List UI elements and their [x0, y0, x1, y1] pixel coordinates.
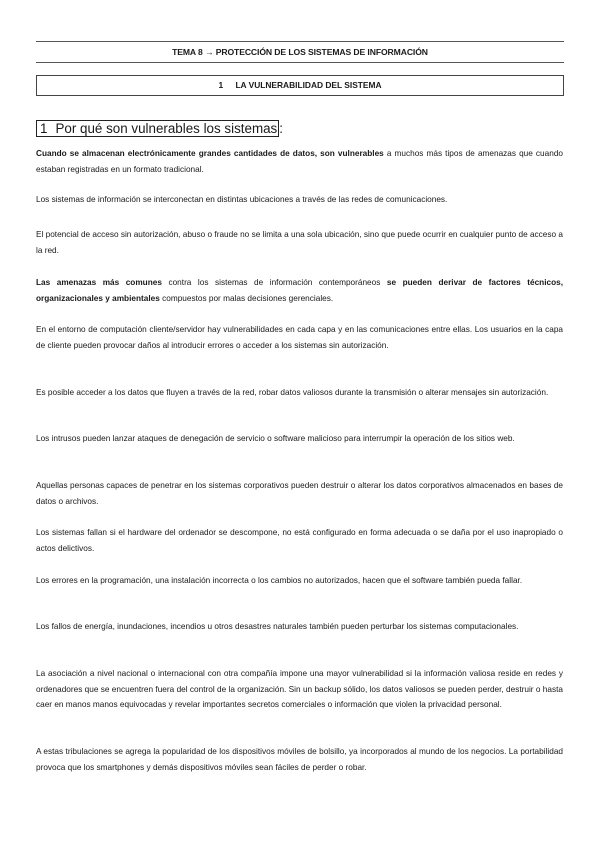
paragraph-11: Los fallos de energía, inundaciones, incendios u otros desastres naturales también pueden perturbar los sistemas computacionales. — [36, 622, 519, 631]
paragraph-4 — [36, 275, 563, 306]
paragraph-4-text-2: compuestos por malas decisiones gerenciales. — [159, 293, 334, 303]
subheading — [36, 119, 283, 139]
subheading-box — [36, 120, 279, 137]
paragraph-4-text-1: contra los sistemas de información contemporáneos — [161, 278, 387, 287]
paragraph-4-bold-1: Las amenazas más comunes — [36, 278, 162, 287]
paragraph-2: Los sistemas de información se interconectan en distintas ubicaciones a través de las redes de comunicaciones. — [36, 195, 448, 204]
paragraph-5: En el entorno de computación cliente/servidor hay vulnerabilidades en cada capa y en las comunicaciones entre ellas. Los usuarios en la capa de cliente pueden provocar daños al introducir errores o acceder a los sistemas sin autorización. — [36, 325, 563, 350]
paragraph-7: Los intrusos pueden lanzar ataques de denegación de servicio o software malicioso para interrumpir la operación de los sitios web. — [36, 434, 515, 443]
paragraph-1-text: a muchos más tipos de amenazas que cuando estaban registradas en un formato tradicional. — [36, 149, 564, 174]
paragraph-10: Los errores en la programación, una instalación incorrecta o los cambios no autorizados, hacen que el software también pueda fallar. — [36, 576, 523, 585]
subheading-title: Por qué son vulnerables los sistemas — [55, 121, 278, 136]
subheading-suffix: : — [279, 121, 283, 136]
page-header — [36, 41, 564, 63]
header-title: TEMA 8 → PROTECCIÓN DE LOS SISTEMAS DE INFORMACIÓN — [172, 47, 428, 57]
paragraph-13: A estas tribulaciones se agrega la popularidad de los dispositivos móviles de bolsillo, ya incorporados al mundo de los negocios. La portabilidad provoca que los smartphones y demás dispositivos móviles sean fáciles de perder o robar. — [36, 747, 563, 772]
paragraph-3: El potencial de acceso sin autorización, abuso o fraude no se limita a una sola ubicación, sino que puede ocurrir en cualquier punto de acceso a la red. — [36, 230, 563, 255]
paragraph-12: La asociación a nivel nacional o internacional con otra compañía impone una mayor vulnerabilidad si la información valiosa reside en redes y ordenadores que se encuentren fuera del control de la organización. Sin un backup sólido, los datos valiosos se pueden perder, destruir o hasta caer en manos manos equivocadas y revelar importantes secretos comerciales o información que violen la privacidad personal. — [36, 669, 563, 710]
section-number: 1 — [218, 80, 224, 90]
paragraph-1 — [36, 146, 563, 177]
section-title-box — [36, 75, 564, 96]
paragraph-6: Es posible acceder a los datos que fluyen a través de la red, robar datos valiosos durante la transmisión o alterar mensajes sin autorización. — [36, 388, 549, 397]
paragraph-1-bold: Cuando se almacenan electrónicamente grandes cantidades de datos, son vulnerables — [36, 149, 384, 158]
paragraph-4-bold-2: se pueden derivar de factores técnicos, organizacionales y ambientales — [36, 278, 563, 303]
section-title: LA VULNERABILIDAD DEL SISTEMA — [235, 80, 382, 90]
subheading-number: 1 — [40, 121, 48, 136]
paragraph-9: Los sistemas fallan si el hardware del ordenador se descompone, no está configurado en forma adecuada o se daña por el uso inapropiado o actos delictivos. — [36, 528, 563, 553]
paragraph-8: Aquellas personas capaces de penetrar en los sistemas corporativos pueden destruir o alterar los datos corporativos almacenados en bases de datos o archivos. — [36, 481, 563, 506]
